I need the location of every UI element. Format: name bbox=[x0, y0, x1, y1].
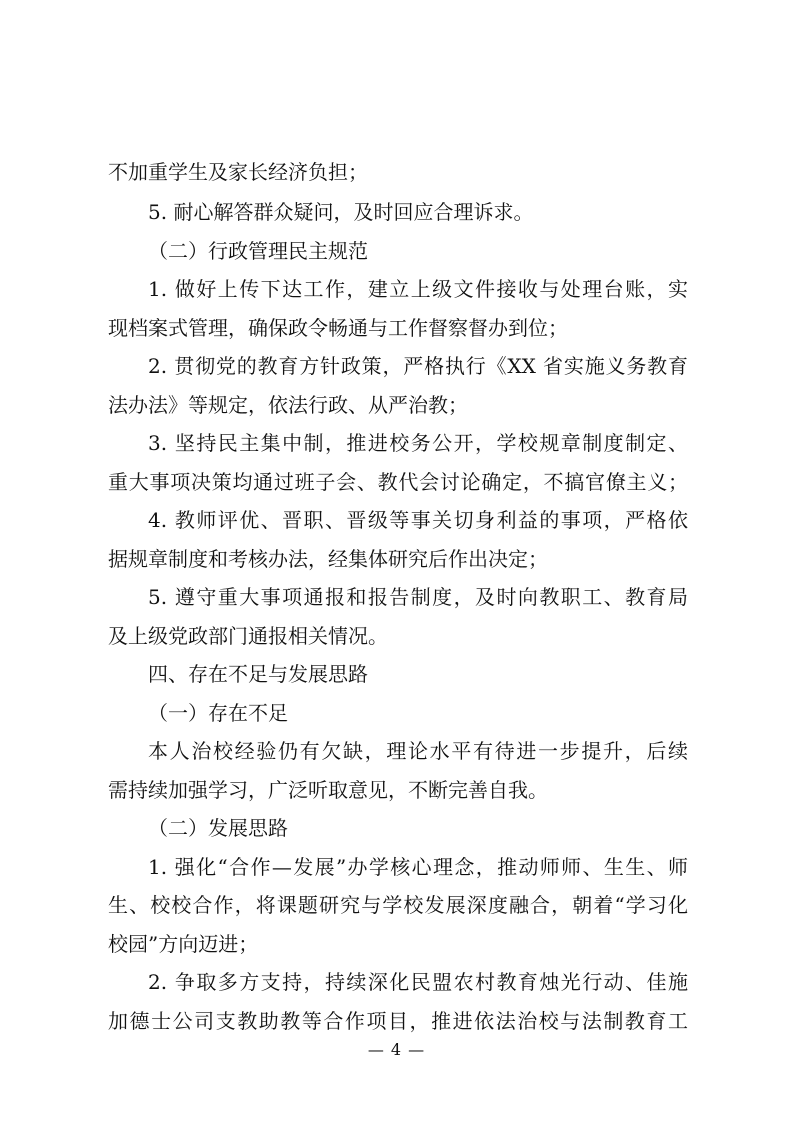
text-line-22: 2. 争取多方支持，持续深化民盟农村教育烛光行动、佳施 bbox=[148, 970, 688, 994]
text-line-11: 据规章制度和考核办法，经集体研究后作出决定； bbox=[108, 547, 548, 571]
subsection-heading-development: （二）发展思路 bbox=[148, 816, 288, 840]
section-heading-admin: （二）行政管理民主规范 bbox=[148, 239, 368, 263]
section-heading-shortcomings: 四、存在不足与发展思路 bbox=[148, 662, 368, 686]
text-line-6: 2. 贯彻党的教育方针政策，严格执行《XX 省实施义务教育 bbox=[148, 354, 688, 378]
text-line-13: 及上级党政部门通报相关情况。 bbox=[108, 624, 388, 648]
text-line-20: 生、校校合作，将课题研究与学校发展深度融合，朝着“学习化 bbox=[108, 893, 688, 917]
text-line-12: 5. 遵守重大事项通报和报告制度，及时向教职工、教育局 bbox=[148, 585, 688, 609]
text-line-4: 1. 做好上传下达工作，建立上级文件接收与处理台账，实 bbox=[148, 277, 688, 301]
text-line-9: 重大事项决策均通过班子会、教代会讨论确定，不搞官僚主义； bbox=[108, 470, 688, 494]
subsection-heading-shortcomings: （一）存在不足 bbox=[148, 701, 288, 725]
text-line-23: 加德士公司支教助教等合作项目，推进依法治校与法制教育工 bbox=[108, 1009, 688, 1033]
text-line-16: 本人治校经验仍有欠缺，理论水平有待进一步提升，后续 bbox=[148, 739, 688, 763]
text-line-8: 3. 坚持民主集中制，推进校务公开，学校规章制度制定、 bbox=[148, 431, 688, 455]
page-number: — 4 — bbox=[367, 1040, 426, 1059]
text-line-1: 不加重学生及家长经济负担； bbox=[108, 160, 368, 184]
text-line-10: 4. 教师评优、晋职、晋级等事关切身利益的事项，严格依 bbox=[148, 508, 688, 532]
text-line-7: 法办法》等规定，依法行政、从严治教； bbox=[108, 393, 468, 417]
text-line-2: 5. 耐心解答群众疑问，及时回应合理诉求。 bbox=[148, 200, 534, 224]
text-line-5: 现档案式管理，确保政令畅通与工作督察督办到位； bbox=[108, 316, 568, 340]
text-line-21: 校园”方向迈进； bbox=[108, 932, 259, 956]
text-line-17: 需持续加强学习，广泛听取意见，不断完善自我。 bbox=[108, 778, 548, 802]
text-line-19: 1. 强化“合作—发展”办学核心理念，推动师师、生生、师 bbox=[148, 855, 688, 879]
